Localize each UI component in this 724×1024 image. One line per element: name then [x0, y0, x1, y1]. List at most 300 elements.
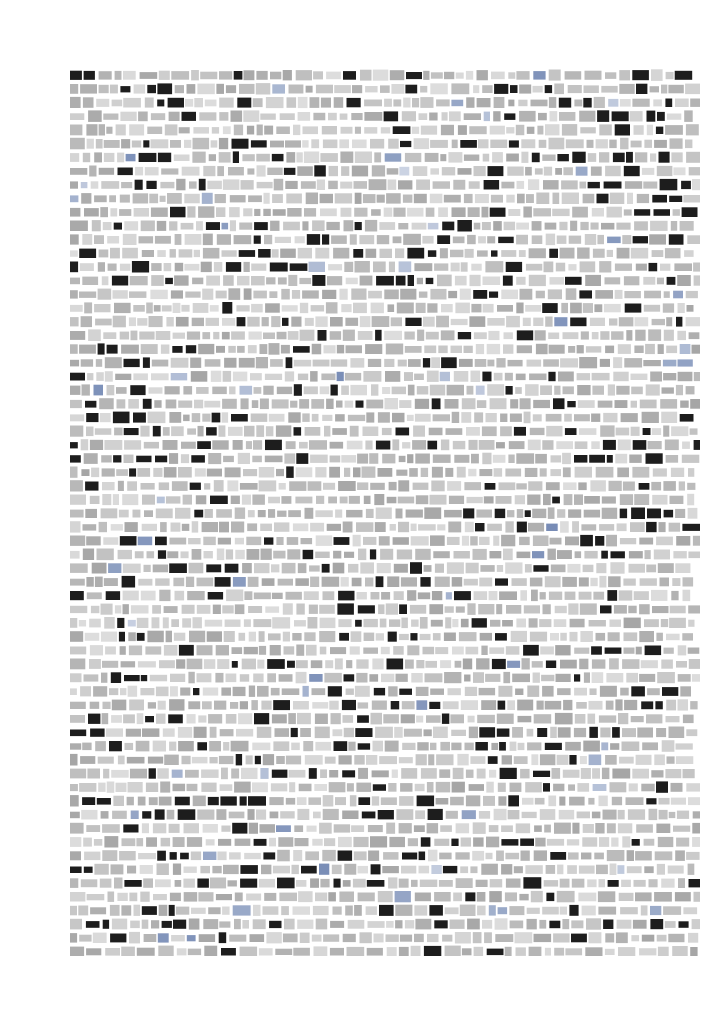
glyph-mark: [194, 727, 207, 738]
glyph-mark: [489, 591, 498, 600]
glyph-mark: [492, 152, 503, 162]
glyph-mark: [398, 360, 407, 367]
glyph-mark: [203, 537, 216, 545]
glyph-mark: [517, 181, 525, 189]
glyph-mark: [505, 892, 517, 901]
glyph-mark: [175, 508, 190, 519]
glyph-mark: [629, 783, 638, 791]
glyph-mark: [689, 879, 701, 887]
glyph-mark: [151, 275, 164, 286]
glyph-mark: [576, 167, 588, 176]
glyph-mark: [176, 907, 189, 915]
glyph-mark: [501, 535, 515, 547]
glyph-mark: [450, 714, 464, 723]
glyph-mark: [260, 768, 268, 779]
glyph-mark: [355, 686, 370, 697]
glyph-mark: [593, 784, 607, 791]
glyph-mark: [230, 195, 246, 202]
glyph-mark: [689, 659, 700, 669]
glyph-mark: [234, 125, 243, 136]
glyph-mark: [165, 278, 173, 284]
glyph-mark: [467, 603, 475, 615]
glyph-mark: [516, 619, 526, 628]
glyph-mark: [477, 769, 486, 779]
glyph-mark: [660, 179, 678, 190]
glyph-mark: [192, 413, 201, 422]
glyph-mark: [568, 852, 579, 859]
glyph-mark: [319, 631, 335, 642]
glyph-mark: [298, 248, 312, 259]
glyph-mark: [282, 318, 289, 326]
glyph-mark: [677, 811, 689, 819]
glyph-mark: [344, 674, 355, 681]
glyph-mark: [447, 537, 460, 545]
glyph-mark: [140, 688, 154, 695]
glyph-mark: [434, 263, 448, 270]
glyph-mark: [642, 742, 658, 750]
glyph-mark: [182, 618, 191, 627]
glyph-mark: [203, 688, 218, 696]
glyph-mark: [257, 125, 263, 136]
glyph-mark: [364, 100, 382, 107]
glyph-mark: [309, 674, 322, 682]
glyph-mark: [506, 605, 521, 614]
glyph-mark: [484, 496, 494, 503]
glyph-mark: [599, 524, 614, 531]
glyph-mark: [561, 303, 568, 313]
glyph-mark: [590, 318, 605, 326]
glyph-mark: [192, 152, 205, 163]
glyph-mark: [631, 716, 644, 722]
glyph-mark: [417, 386, 429, 394]
glyph-mark: [365, 86, 378, 92]
glyph-mark: [693, 811, 700, 818]
glyph-mark: [540, 468, 547, 476]
glyph-mark: [358, 549, 366, 561]
glyph-mark: [290, 263, 308, 271]
glyph-mark: [543, 494, 551, 505]
garbled-line: [70, 220, 694, 232]
glyph-mark: [455, 932, 471, 944]
glyph-mark: [144, 442, 159, 449]
glyph-mark: [305, 318, 314, 326]
glyph-mark: [579, 290, 592, 298]
glyph-mark: [660, 578, 670, 587]
glyph-mark: [509, 906, 524, 915]
glyph-mark: [327, 276, 342, 285]
glyph-mark: [657, 278, 664, 285]
glyph-mark: [197, 673, 212, 682]
glyph-mark: [431, 620, 443, 627]
glyph-mark: [315, 552, 330, 558]
glyph-mark: [315, 714, 328, 725]
glyph-mark: [70, 138, 85, 150]
glyph-mark: [403, 98, 410, 108]
glyph-mark: [197, 810, 214, 820]
glyph-mark: [311, 305, 325, 311]
glyph-mark: [666, 72, 674, 79]
glyph-mark: [255, 756, 261, 764]
glyph-mark: [228, 880, 237, 886]
glyph-mark: [371, 864, 381, 874]
glyph-mark: [657, 672, 675, 683]
glyph-mark: [400, 289, 416, 300]
glyph-mark: [169, 412, 181, 423]
glyph-mark: [491, 250, 498, 256]
glyph-mark: [663, 481, 676, 491]
glyph-mark: [556, 263, 565, 272]
glyph-mark: [537, 126, 543, 135]
glyph-mark: [236, 305, 249, 311]
glyph-mark: [559, 810, 575, 820]
glyph-mark: [470, 536, 478, 545]
glyph-mark: [568, 784, 575, 790]
glyph-mark: [532, 235, 543, 244]
glyph-mark: [503, 672, 510, 683]
glyph-mark: [192, 521, 199, 532]
glyph-mark: [456, 73, 464, 79]
glyph-mark: [202, 193, 213, 204]
glyph-mark: [411, 536, 429, 545]
glyph-mark: [137, 468, 150, 477]
glyph-mark: [577, 248, 590, 259]
glyph-mark: [182, 524, 190, 531]
glyph-mark: [205, 100, 217, 107]
glyph-mark: [170, 852, 177, 860]
glyph-mark: [493, 221, 502, 231]
glyph-mark: [644, 866, 653, 873]
glyph-mark: [557, 891, 575, 902]
glyph-mark: [393, 208, 405, 217]
glyph-mark: [393, 126, 411, 134]
glyph-mark: [266, 426, 274, 436]
glyph-mark: [395, 905, 412, 916]
glyph-mark: [90, 645, 103, 655]
glyph-mark: [672, 946, 688, 956]
glyph-mark: [688, 468, 694, 477]
glyph-mark: [205, 620, 223, 627]
glyph-mark: [282, 563, 296, 574]
glyph-mark: [216, 894, 232, 900]
glyph-mark: [296, 672, 307, 683]
glyph-mark: [123, 234, 137, 245]
glyph-mark: [676, 317, 682, 327]
glyph-mark: [618, 810, 625, 820]
glyph-mark: [181, 454, 189, 463]
glyph-mark: [212, 413, 221, 423]
glyph-mark: [370, 139, 384, 149]
glyph-mark: [320, 208, 337, 216]
glyph-mark: [123, 714, 135, 723]
glyph-mark: [84, 867, 93, 873]
glyph-mark: [201, 783, 216, 792]
glyph-mark: [70, 631, 83, 642]
glyph-mark: [158, 550, 166, 559]
glyph-mark: [101, 455, 112, 462]
glyph-mark: [200, 72, 217, 80]
glyph-mark: [279, 893, 297, 902]
glyph-mark: [84, 71, 95, 80]
glyph-mark: [102, 468, 115, 476]
glyph-mark: [515, 689, 523, 696]
glyph-mark: [415, 784, 425, 791]
glyph-mark: [621, 413, 638, 422]
glyph-mark: [104, 440, 122, 450]
glyph-mark: [247, 126, 254, 135]
glyph-mark: [391, 701, 400, 709]
glyph-mark: [428, 809, 443, 820]
glyph-mark: [605, 346, 614, 354]
glyph-mark: [70, 702, 86, 709]
glyph-mark: [572, 521, 579, 532]
glyph-mark: [551, 455, 562, 462]
glyph-mark: [584, 551, 597, 559]
glyph-mark: [204, 401, 220, 408]
glyph-mark: [369, 179, 387, 190]
glyph-mark: [675, 99, 689, 108]
glyph-mark: [339, 755, 352, 764]
glyph-mark: [70, 715, 85, 723]
glyph-mark: [294, 384, 302, 396]
glyph-mark: [184, 264, 199, 271]
glyph-mark: [438, 346, 447, 354]
glyph-mark: [645, 646, 662, 656]
glyph-mark: [688, 620, 694, 627]
glyph-mark: [476, 344, 484, 354]
glyph-mark: [639, 538, 653, 545]
glyph-mark: [581, 524, 596, 530]
glyph-mark: [345, 906, 353, 916]
glyph-mark: [239, 633, 246, 641]
glyph-mark: [529, 618, 538, 627]
glyph-mark: [170, 893, 181, 901]
glyph-mark: [402, 111, 416, 121]
glyph-mark: [590, 480, 606, 491]
glyph-mark: [242, 563, 252, 573]
glyph-mark: [633, 236, 648, 243]
glyph-mark: [412, 98, 419, 107]
glyph-mark: [342, 770, 355, 777]
glyph-mark: [491, 743, 498, 750]
glyph-mark: [373, 70, 389, 81]
glyph-mark: [291, 317, 301, 327]
glyph-mark: [242, 495, 251, 505]
glyph-mark: [509, 140, 519, 147]
glyph-mark: [84, 302, 92, 313]
glyph-mark: [405, 660, 414, 669]
glyph-mark: [411, 880, 418, 887]
glyph-mark: [619, 84, 634, 94]
glyph-mark: [411, 524, 417, 531]
glyph-mark: [162, 921, 172, 928]
glyph-mark: [399, 689, 412, 695]
glyph-mark: [384, 359, 394, 367]
glyph-mark: [371, 209, 381, 216]
glyph-mark: [582, 906, 596, 916]
glyph-mark: [281, 345, 290, 354]
glyph-mark: [511, 631, 527, 642]
glyph-mark: [602, 768, 610, 779]
glyph-mark: [183, 386, 192, 394]
glyph-mark: [292, 290, 300, 299]
glyph-mark: [563, 770, 580, 778]
glyph-mark: [259, 646, 266, 655]
glyph-mark: [260, 399, 269, 410]
glyph-mark: [294, 620, 306, 626]
glyph-mark: [70, 442, 78, 448]
glyph-mark: [653, 468, 667, 476]
glyph-mark: [664, 291, 670, 298]
glyph-mark: [308, 617, 318, 629]
glyph-mark: [694, 275, 700, 285]
glyph-mark: [334, 97, 344, 108]
glyph-mark: [579, 866, 595, 874]
glyph-mark: [223, 275, 234, 286]
glyph-mark: [465, 892, 475, 901]
glyph-mark: [545, 743, 562, 750]
glyph-mark: [189, 631, 205, 643]
glyph-mark: [457, 220, 472, 232]
glyph-mark: [224, 631, 235, 642]
glyph-mark: [641, 784, 654, 792]
glyph-mark: [489, 905, 496, 915]
glyph-mark: [238, 453, 250, 464]
glyph-mark: [334, 537, 350, 545]
glyph-mark: [453, 237, 465, 244]
glyph-mark: [674, 263, 692, 271]
glyph-mark: [549, 70, 561, 81]
glyph-mark: [70, 743, 81, 749]
glyph-mark: [471, 371, 481, 382]
glyph-mark: [146, 783, 158, 792]
glyph-mark: [315, 316, 327, 327]
glyph-mark: [517, 194, 525, 204]
glyph-mark: [552, 209, 569, 216]
glyph-mark: [476, 510, 492, 518]
glyph-mark: [139, 153, 157, 162]
glyph-mark: [679, 481, 685, 490]
glyph-mark: [175, 234, 182, 245]
glyph-mark: [671, 221, 677, 231]
glyph-mark: [86, 948, 101, 955]
glyph-mark: [379, 536, 390, 545]
glyph-mark: [523, 645, 539, 656]
glyph-mark: [372, 701, 387, 710]
glyph-mark: [223, 126, 231, 134]
glyph-mark: [123, 564, 141, 573]
glyph-mark: [206, 839, 215, 845]
glyph-mark: [653, 99, 662, 106]
glyph-mark: [253, 440, 262, 450]
glyph-mark: [683, 715, 694, 724]
glyph-mark: [478, 139, 489, 148]
glyph-mark: [257, 686, 269, 697]
glyph-mark: [659, 152, 670, 163]
glyph-mark: [514, 756, 528, 764]
glyph-mark: [570, 318, 586, 327]
glyph-mark: [407, 454, 413, 463]
glyph-mark: [158, 153, 171, 162]
glyph-mark: [90, 440, 103, 450]
glyph-mark: [238, 713, 252, 724]
glyph-mark: [223, 179, 240, 190]
garbled-line: [70, 507, 697, 519]
glyph-mark: [234, 71, 243, 80]
glyph-mark: [624, 291, 641, 298]
glyph-mark: [549, 921, 560, 929]
glyph-mark: [510, 921, 524, 929]
glyph-mark: [286, 466, 294, 478]
glyph-mark: [554, 84, 564, 95]
glyph-mark: [612, 769, 630, 779]
glyph-mark: [430, 743, 436, 750]
glyph-mark: [321, 374, 335, 381]
glyph-mark: [557, 154, 569, 161]
glyph-mark: [670, 138, 683, 148]
glyph-mark: [342, 700, 356, 710]
glyph-mark: [418, 524, 436, 530]
glyph-mark: [269, 414, 285, 422]
glyph-mark: [70, 906, 77, 916]
glyph-mark: [479, 688, 496, 695]
glyph-mark: [167, 193, 182, 204]
glyph-mark: [661, 619, 668, 627]
glyph-mark: [232, 661, 238, 668]
glyph-mark: [348, 415, 365, 421]
glyph-mark: [269, 797, 283, 805]
glyph-mark: [629, 551, 643, 558]
glyph-mark: [322, 234, 329, 244]
glyph-mark: [684, 250, 694, 257]
glyph-mark: [596, 467, 614, 478]
glyph-mark: [116, 783, 127, 792]
glyph-mark: [322, 126, 337, 134]
glyph-mark: [312, 702, 328, 709]
glyph-mark: [490, 140, 507, 148]
glyph-mark: [285, 140, 301, 147]
glyph-mark: [365, 220, 377, 232]
glyph-mark: [152, 605, 161, 614]
glyph-mark: [557, 865, 563, 875]
garbled-line: [70, 151, 700, 163]
glyph-mark: [447, 562, 464, 574]
glyph-mark: [112, 276, 128, 286]
glyph-mark: [458, 332, 471, 339]
glyph-mark: [157, 100, 164, 107]
glyph-mark: [163, 427, 170, 436]
glyph-mark: [125, 522, 138, 532]
glyph-mark: [296, 152, 302, 162]
glyph-mark: [338, 619, 351, 627]
glyph-mark: [496, 442, 505, 448]
glyph-mark: [216, 84, 224, 94]
glyph-mark: [624, 700, 637, 710]
glyph-mark: [516, 823, 530, 833]
glyph-mark: [350, 646, 360, 654]
glyph-mark: [270, 812, 279, 819]
glyph-mark: [70, 125, 82, 136]
glyph-mark: [355, 127, 361, 134]
glyph-mark: [328, 264, 342, 270]
glyph-mark: [179, 127, 190, 133]
glyph-mark: [149, 194, 158, 204]
glyph-mark: [176, 659, 185, 668]
glyph-mark: [656, 537, 673, 546]
glyph-mark: [452, 619, 458, 627]
glyph-mark: [646, 453, 663, 464]
glyph-mark: [70, 262, 78, 273]
glyph-mark: [70, 812, 80, 819]
